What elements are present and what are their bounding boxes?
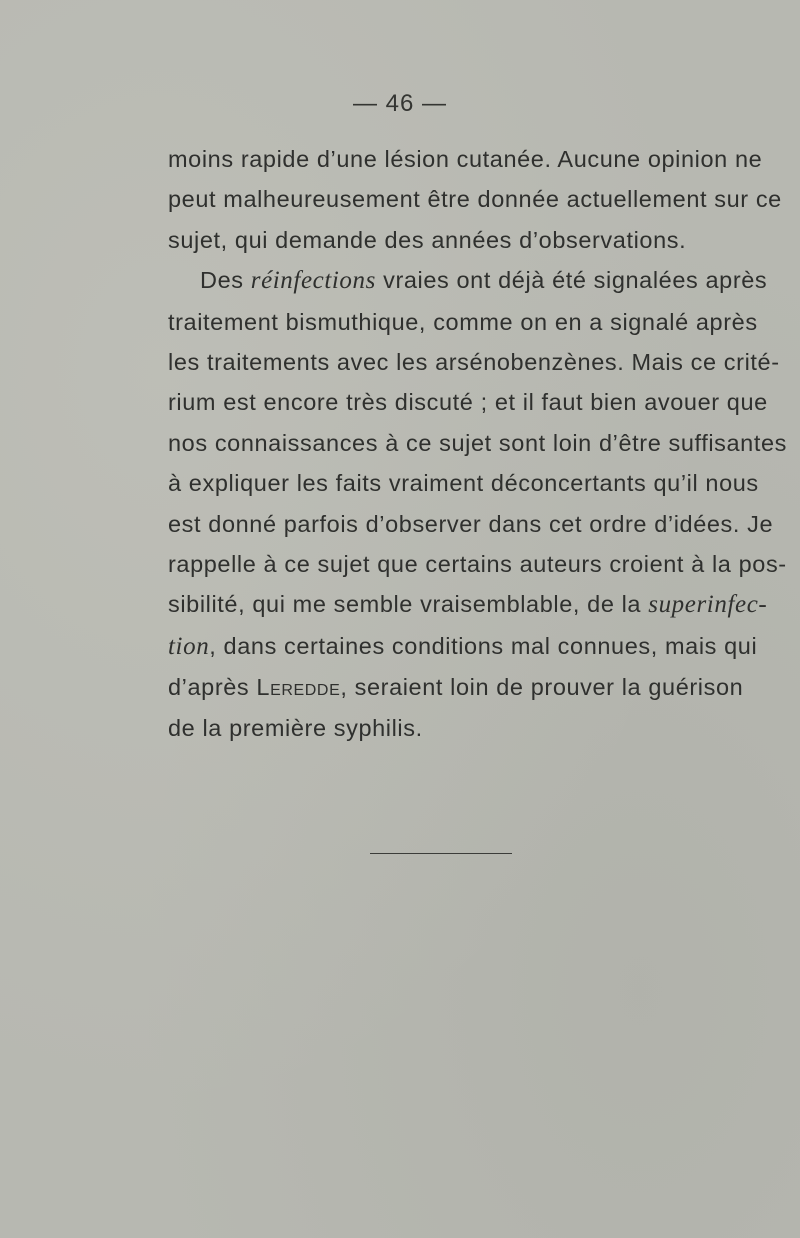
italic-term: tion: [168, 632, 210, 660]
text-line: [168, 626, 758, 667]
text-line: [168, 342, 780, 382]
text-line: [168, 584, 768, 625]
text-line: [168, 179, 782, 219]
text-line: [168, 544, 787, 584]
text-line: [168, 463, 759, 503]
text-line: [168, 423, 788, 463]
text-span: à expliquer les faits vraiment déconcertants qu’il nous: [168, 470, 759, 497]
text-line: [168, 302, 758, 342]
text-span: moins rapide d’une lésion cutanée. Aucune opinion ne: [168, 146, 763, 172]
italic-term: réinfections: [250, 267, 376, 295]
text-line: [168, 220, 742, 260]
text-line: [168, 504, 774, 544]
text-span: sibilité, qui me semble vraisemblable, de la: [168, 591, 649, 618]
text-line: [168, 667, 742, 707]
author-name: Leredde: [256, 674, 341, 701]
text-span: traitement bismuthique, comme on en a signalé après: [168, 308, 758, 335]
text-line: [168, 139, 763, 179]
text-span: peut malheureusement être donnée actuellement sur ce: [168, 186, 782, 213]
text-span: sujet, qui demande des années d’observations.: [168, 226, 687, 253]
text-span: rappelle à ce sujet que certains auteurs croient à la pos-: [168, 551, 787, 578]
text-span: nos connaissances à ce sujet sont loin d’être suffisantes: [168, 429, 788, 456]
italic-term: superinfec-: [648, 591, 768, 619]
text-span: , dans certaines conditions mal connues, mais qui: [209, 632, 758, 659]
page-number: — 46 —: [352, 90, 448, 117]
text-span: d’après: [168, 674, 257, 701]
text-line: [168, 260, 768, 301]
text-span: les traitements avec les arsénobenzènes. Mais ce crité-: [168, 349, 780, 376]
body-text: [168, 139, 788, 748]
text-span: de la première syphilis.: [168, 714, 423, 741]
text-line: [168, 382, 768, 422]
text-span: , seraient loin de prouver la guérison: [340, 674, 744, 701]
text-span: Des: [200, 267, 251, 294]
text-span: rium est encore très discuté ; et il faut bien avouer que: [168, 389, 768, 416]
text-span: vraies ont déjà été signalées après: [375, 267, 768, 294]
section-divider: [370, 853, 512, 854]
text-span: est donné parfois d’observer dans cet ordre d’idées. Je: [168, 510, 774, 537]
text-line: [168, 708, 742, 748]
